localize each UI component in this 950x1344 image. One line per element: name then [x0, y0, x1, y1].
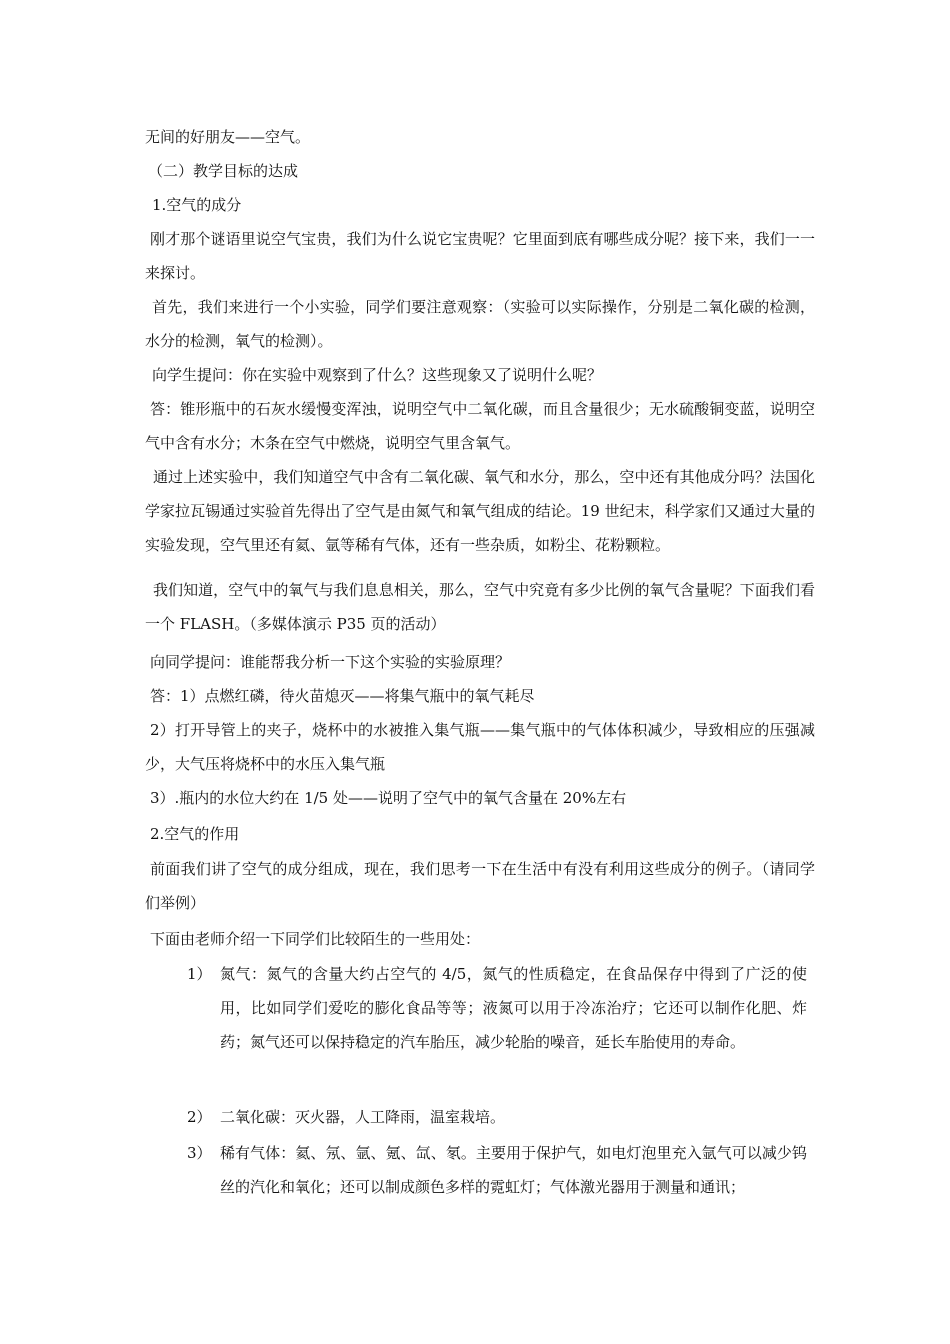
paragraph-intro-end: 无间的好朋友——空气。	[145, 128, 311, 146]
section-heading-teaching-goals: （二）教学目标的达成	[148, 162, 299, 180]
list-item-nitrogen	[145, 957, 815, 1093]
list-item-text: 二氧化碳：灭火器，人工降雨，温室栽培。	[220, 1108, 506, 1126]
paragraph-teacher-intro: 下面由老师介绍一下同学们比较陌生的一些用处：	[150, 930, 481, 948]
paragraph-experiment: 首先，我们来进行一个小实验，同学们要注意观察：（实验可以实际操作，分别是二氧化碳的检测，水分的检测，氧气的检测）。	[145, 298, 815, 350]
paragraph-answer-step-1: 答：1）点燃红磷，待火苗熄灭——将集气瓶中的氧气耗尽	[150, 687, 535, 705]
paragraph-other-components: 通过上述实验中，我们知道空气中含有二氧化碳、氧气和水分，那么，空中还有其他成分吗？法国化学家拉瓦锡通过实验首先得出了空气是由氮气和氧气组成的结论。19 世纪末，科学家们又通过大量的实验发现，空气里还有氦、氩等稀有气体，还有一些杂质，如粉尘、花粉颗粒。	[145, 468, 815, 554]
list-item-number: 2）	[187, 1108, 212, 1126]
paragraph-principle-question: 向同学提问：谁能帮我分析一下这个实验的实验原理？	[150, 653, 511, 671]
paragraph-riddle: 刚才那个谜语里说空气宝贵，我们为什么说它宝贵呢？它里面到底有哪些成分呢？接下来，我们一一来探讨。	[145, 230, 815, 282]
list-item-number: 1）	[187, 965, 212, 983]
subheading-air-composition: 1.空气的成分	[152, 196, 242, 214]
paragraph-oxygen-content: 我们知道，空气中的氧气与我们息息相关，那么，空气中究竟有多少比例的氧气含量呢？下面我们看一个 FLASH。（多媒体演示 P35 页的活动）	[145, 581, 815, 633]
subheading-air-uses: 2.空气的作用	[150, 825, 240, 843]
list-item-noble-gases	[145, 1136, 815, 1204]
list-item-text: 氮气：氮气的含量大约占空气的 4/5，氮气的性质稳定，在食品保存中得到了广泛的使用，比如同学们爱吃的膨化食品等等；液氮可以用于冷冻治疗；它还可以制作化肥、炸药；氮气还可以保持稳定的汽车胎压，减少轮胎的噪音，延长车胎使用的寿命。	[220, 965, 807, 1051]
paragraph-answer-step-3: 3）.瓶内的水位大约在 1/5 处——说明了空气中的氧气含量在 20%左右	[150, 789, 627, 807]
list-item-carbon-dioxide	[145, 1100, 815, 1134]
paragraph-uses-intro: 前面我们讲了空气的成分组成，现在，我们思考一下在生活中有没有利用这些成分的例子。（请同学们举例）	[145, 860, 815, 912]
paragraph-answer-step-2: 2）打开导管上的夹子，烧杯中的水被推入集气瓶——集气瓶中的气体体积减少，导致相应的压强减少，大气压将烧杯中的水压入集气瓶	[145, 721, 815, 773]
list-item-number: 3）	[187, 1144, 212, 1162]
paragraph-question: 向学生提问：你在实验中观察到了什么？这些现象又了说明什么呢？	[152, 366, 603, 384]
paragraph-answer: 答：锥形瓶中的石灰水缓慢变浑浊，说明空气中二氧化碳，而且含量很少；无水硫酸铜变蓝，说明空气中含有水分；木条在空气中燃烧，说明空气里含氧气。	[145, 400, 815, 452]
list-item-text: 稀有气体：氦、氖、氩、氪、氙、氡。主要用于保护气，如电灯泡里充入氩气可以减少钨丝的汽化和氧化；还可以制成颜色多样的霓虹灯；气体激光器用于测量和通讯；	[220, 1144, 807, 1196]
